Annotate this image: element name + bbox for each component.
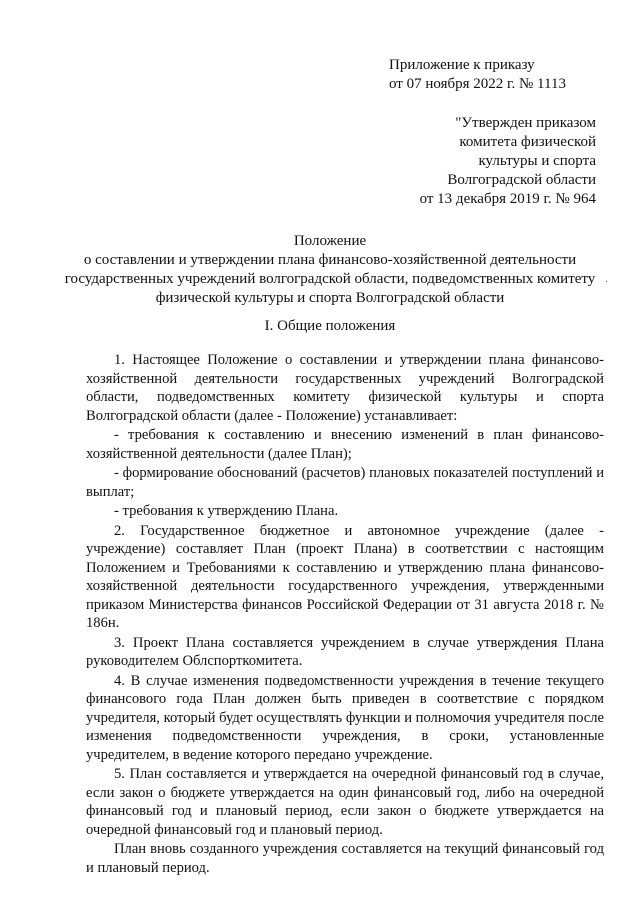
title-line-3: физической культуры и спорта Волгоградской области — [155, 290, 505, 306]
approval-stamp-text — [420, 114, 596, 209]
title-heading: Положение — [293, 233, 367, 249]
title-line-1: о составлении и утверждении плана финансово-хозяйственной деятельности — [83, 252, 577, 268]
margin-mark: · — [605, 277, 609, 288]
paragraph-1-item-c: - требования к утверждению Плана. — [114, 503, 339, 519]
approved-line-1: "Утвержден приказом — [455, 115, 596, 131]
paragraph-1-item-a: - требования к составлению и внесению изменений в план финансово-хозяйственной деятельности (далее План); — [86, 427, 604, 462]
annex-line-1: Приложение к приказу — [389, 57, 535, 73]
annex-reference — [389, 56, 566, 94]
approved-line-3: культуры и спорта — [478, 153, 596, 169]
document-body — [86, 351, 604, 878]
approved-line-5: от 13 декабря 2019 г. № 964 — [419, 191, 596, 207]
paragraph-3: 3. Проект Плана составляется учреждением в случае утверждения Плана руководителем Облспорткомитета. — [86, 634, 604, 669]
paragraph-1: 1. Настоящее Положение о составлении и утверждении плана финансово-хозяйственной деятельности государственных учреждений Волгоградской области, подведомственных комитету физической культуры и спорта Волгоградской области (далее - Положение) устанавливает: — [86, 352, 604, 424]
approved-line-4: Волгоградской области — [447, 172, 596, 188]
paragraph-6: План вновь созданного учреждения составляется на текущий финансовый год и плановый период. — [86, 841, 604, 876]
approved-line-2: комитета физической — [459, 134, 596, 150]
title-line-2: государственных учреждений волгоградской области, подведомственных комитету — [64, 271, 596, 287]
paragraph-5: 5. План составляется и утверждается на очередной финансовый год в случае, если закон о бюджете утверждается на один финансовый год, либо на очередной финансовый год и плановый период, если закон о бюджете утверждается на очередной финансовый год и плановый период. — [86, 766, 604, 838]
paragraph-4: 4. В случае изменения подведомственности учреждения в течение текущего финансового года План должен быть приведен в соответствие с порядком учредителя, который будет осуществлять функции и полномочия учредителя после изменения подведомственности учреждения, в сроки, установленные учредителем, в ведение которого передано учреждение. — [86, 672, 604, 763]
section-heading: I. Общие положения — [264, 318, 396, 334]
annex-line-2: от 07 ноября 2022 г. № 1113 — [389, 76, 566, 92]
document-title — [40, 232, 620, 308]
paragraph-1-item-b: - формирование обоснований (расчетов) плановых показателей поступлений и выплат; — [86, 465, 604, 500]
paragraph-2: 2. Государственное бюджетное и автономное учреждение (далее - учреждение) составляет План (проект Плана) в соответствии с настоящим Положением и Требованиями к составлению и утверждению плана финансово-хозяйственной деятельности государственного учреждения, утвержденными приказом Министерства финансов Российской Федерации от 31 августа 2018 г. № 186н. — [86, 522, 604, 631]
